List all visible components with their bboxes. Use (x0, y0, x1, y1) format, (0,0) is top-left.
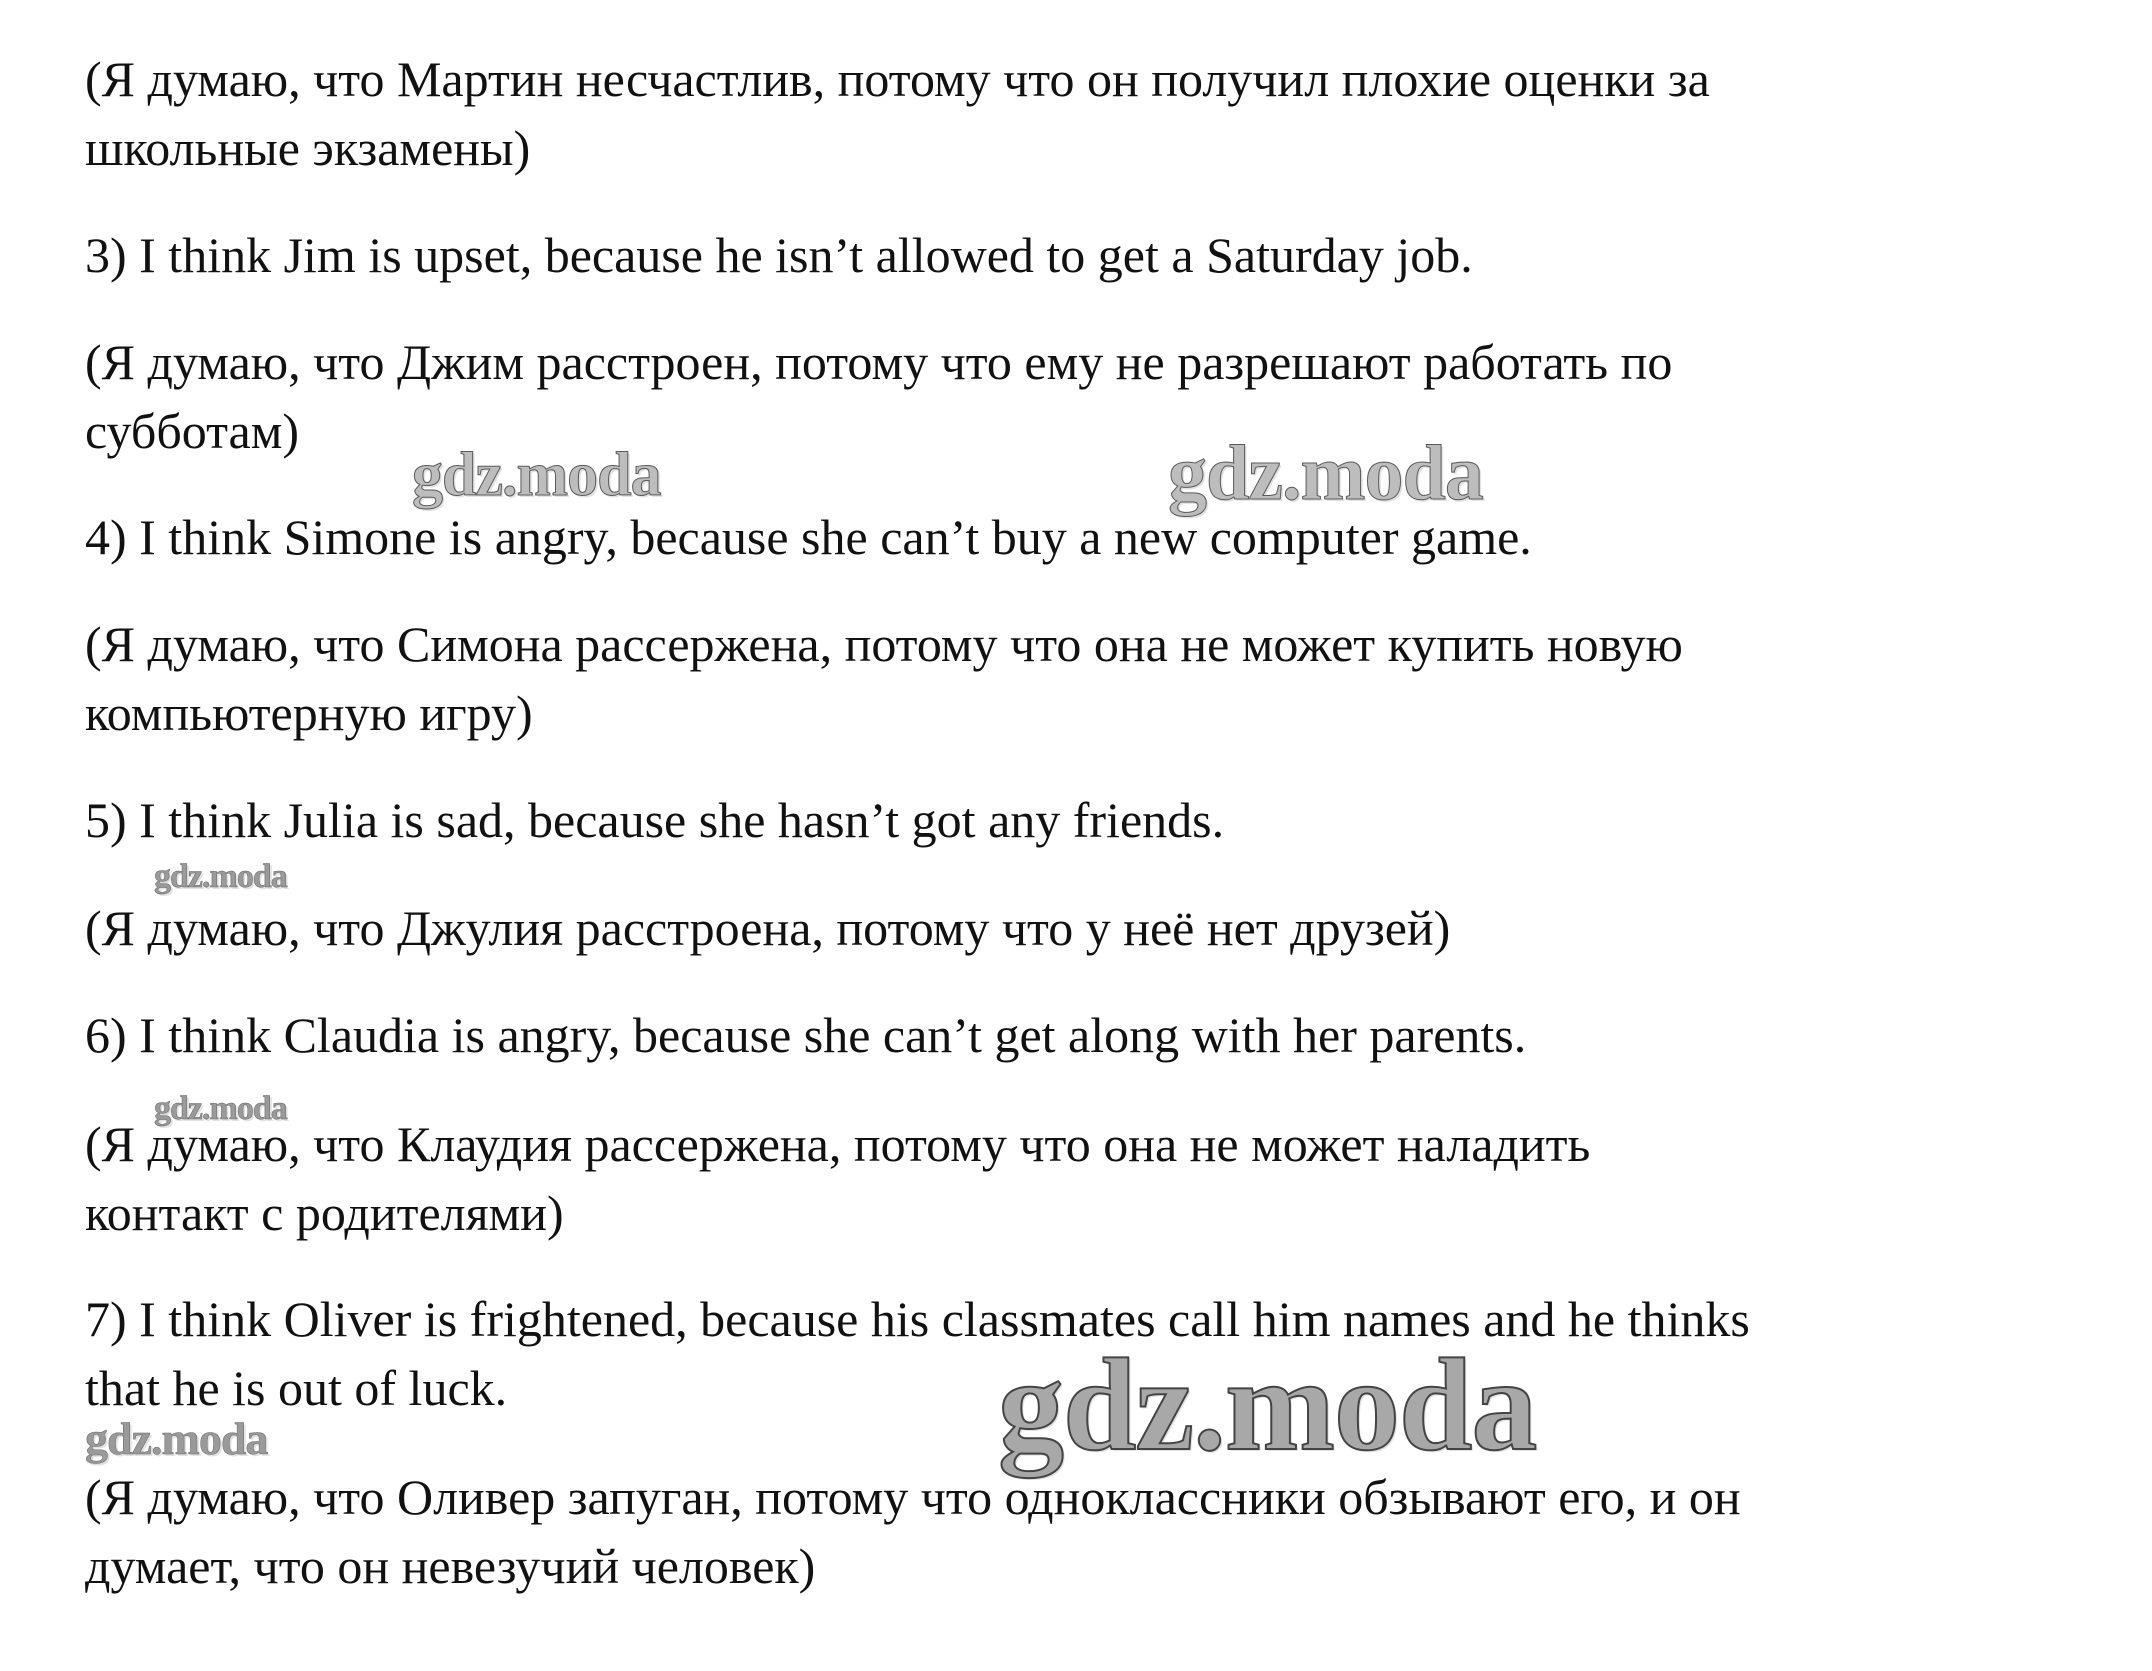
watermark: gdz.moda (154, 1090, 287, 1127)
paragraph-10-line-1: 7) I think Oliver is frightened, because his classmates call him names and he thinks (85, 1291, 1750, 1347)
paragraph-3-line-2: субботам) (85, 403, 300, 459)
paragraph-5 (85, 610, 2085, 748)
paragraph-5-line-1: (Я думаю, что Симона рассержена, потому что она не может купить новую (85, 616, 1683, 672)
watermark: gdz.moda (412, 441, 661, 509)
watermark: gdz.moda (85, 1413, 268, 1464)
paragraph-1-line-1: (Я думаю, что Мартин несчастлив, потому что он получил плохие оценки за (85, 51, 1710, 107)
paragraph-11-line-1: (Я думаю, что Оливер запуган, потому что одноклассники обзывают его, и он (85, 1469, 1741, 1525)
paragraph-4 (85, 503, 2085, 572)
paragraph-9 (85, 1110, 2085, 1248)
paragraph-8 (85, 1001, 2085, 1070)
paragraph-8-line-1: 6) I think Claudia is angry, because she can’t get along with her parents. (85, 1007, 1527, 1063)
paragraph-10-line-2: that he is out of luck. (85, 1360, 508, 1416)
paragraph-6 (85, 786, 2085, 855)
paragraph-6-line-1: 5) I think Julia is sad, because she hasn’t got any friends. (85, 792, 1225, 848)
paragraph-2 (85, 221, 2085, 290)
paragraph-5-line-2: компьютерную игру) (85, 685, 533, 741)
watermark: gdz.moda (1168, 429, 1483, 516)
paragraph-11 (85, 1463, 2085, 1601)
paragraph-3 (85, 328, 2085, 466)
paragraph-2-line-1: 3) I think Jim is upset, because he isn’t allowed to get a Saturday job. (85, 227, 1473, 283)
paragraph-9-line-2: контакт с родителями) (85, 1185, 564, 1241)
paragraph-7-line-1: (Я думаю, что Джулия расстроена, потому что у неё нет друзей) (85, 900, 1451, 956)
watermark: gdz.moda (998, 1331, 1537, 1478)
paragraph-11-line-2: думает, что он невезучий человек) (85, 1538, 816, 1594)
paragraph-9-line-1: (Я думаю, что Клаудия рассержена, потому что она не может наладить (85, 1116, 1591, 1172)
paragraph-1-line-2: школьные экзамены) (85, 120, 531, 176)
watermark: gdz.moda (154, 858, 287, 895)
paragraph-3-line-1: (Я думаю, что Джим расстроен, потому что ему не разрешают работать по (85, 334, 1673, 390)
paragraph-1 (85, 45, 2085, 183)
paragraph-7 (85, 894, 2085, 963)
paragraph-4-line-1: 4) I think Simone is angry, because she can’t buy a new computer game. (85, 509, 1532, 565)
